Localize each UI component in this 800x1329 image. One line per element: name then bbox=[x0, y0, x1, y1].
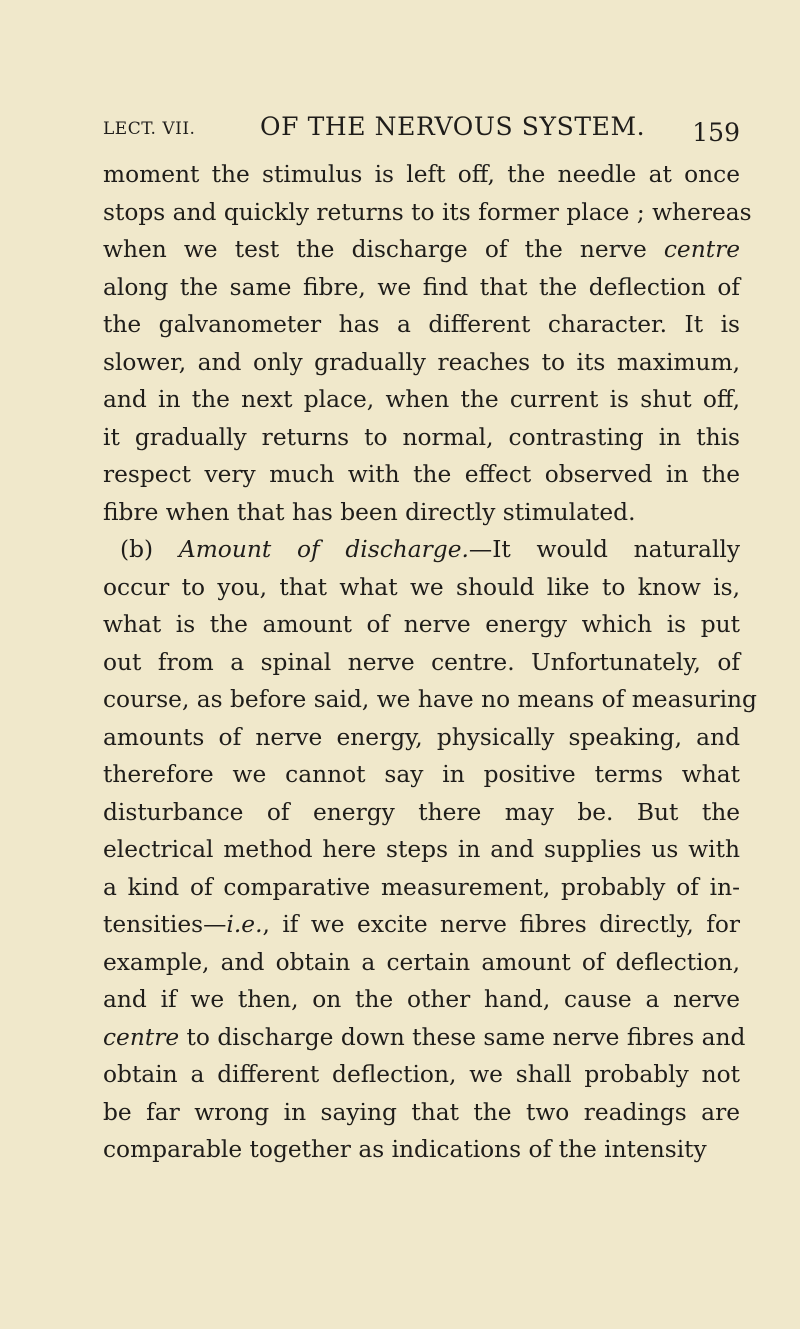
text-line: disturbance of energy there may be. But the bbox=[103, 798, 740, 826]
text-line: therefore we cannot say in positive terms what bbox=[103, 761, 740, 788]
text-line: (b) Amount of discharge.—It would naturally bbox=[120, 536, 741, 563]
italic-term: centre bbox=[103, 1023, 180, 1051]
text-line: along the same fibre, we find that the deflection of bbox=[103, 273, 740, 301]
text-line: example, and obtain a certain amount of deflection, bbox=[103, 948, 740, 976]
page-number: 159 bbox=[692, 118, 740, 147]
text-line: electrical method here steps in and supplies us with bbox=[103, 836, 740, 863]
italic-term: i.e. bbox=[226, 911, 263, 938]
text-line: occur to you, that what we should like to know is, bbox=[103, 573, 740, 601]
text-line: and if we then, on the other hand, cause a nerve bbox=[103, 986, 740, 1013]
text-line: obtain a different deflection, we shall probably not bbox=[103, 1061, 740, 1088]
text-line: tensities—i.e., if we excite nerve fibres directly, for bbox=[103, 911, 740, 938]
text-line: and in the next place, when the current is shut off, bbox=[103, 386, 740, 413]
text-line: a kind of comparative measurement, probably of in- bbox=[103, 873, 740, 901]
text-line: course, as before said, we have no means of measuring bbox=[103, 686, 757, 713]
text-line: centre to discharge down these same nerve fibres and bbox=[103, 1023, 746, 1051]
text-line: moment the stimulus is left off, the needle at once bbox=[103, 161, 740, 188]
text-line: stops and quickly returns to its former place ; whereas bbox=[103, 198, 752, 226]
text-line: slower, and only gradually reaches to its maximum, bbox=[103, 348, 740, 376]
text-line: what is the amount of nerve energy which is put bbox=[103, 611, 740, 638]
text-line: it gradually returns to normal, contrasting in this bbox=[103, 423, 740, 451]
running-head bbox=[103, 112, 740, 148]
text-line: respect very much with the effect observed in the bbox=[103, 461, 740, 488]
text-line: be far wrong in saying that the two readings are bbox=[103, 1098, 740, 1126]
italic-term: centre bbox=[663, 236, 740, 263]
italic-term: Amount of discharge. bbox=[178, 536, 469, 563]
body-text bbox=[103, 156, 757, 1169]
lecture-number: LECT. VII. bbox=[103, 119, 196, 139]
text-line: out from a spinal nerve centre. Unfortunately, of bbox=[103, 648, 740, 676]
text-line: when we test the discharge of the nerve centre bbox=[103, 236, 740, 263]
text-line: comparable together as indications of the intensity bbox=[103, 1136, 707, 1163]
text-line: fibre when that has been directly stimulated. bbox=[103, 498, 636, 526]
text-line: the galvanometer has a different character. It is bbox=[103, 311, 740, 338]
text-line: amounts of nerve energy, physically speaking, and bbox=[103, 723, 740, 751]
chapter-title: OF THE NERVOUS SYSTEM. bbox=[260, 112, 646, 141]
